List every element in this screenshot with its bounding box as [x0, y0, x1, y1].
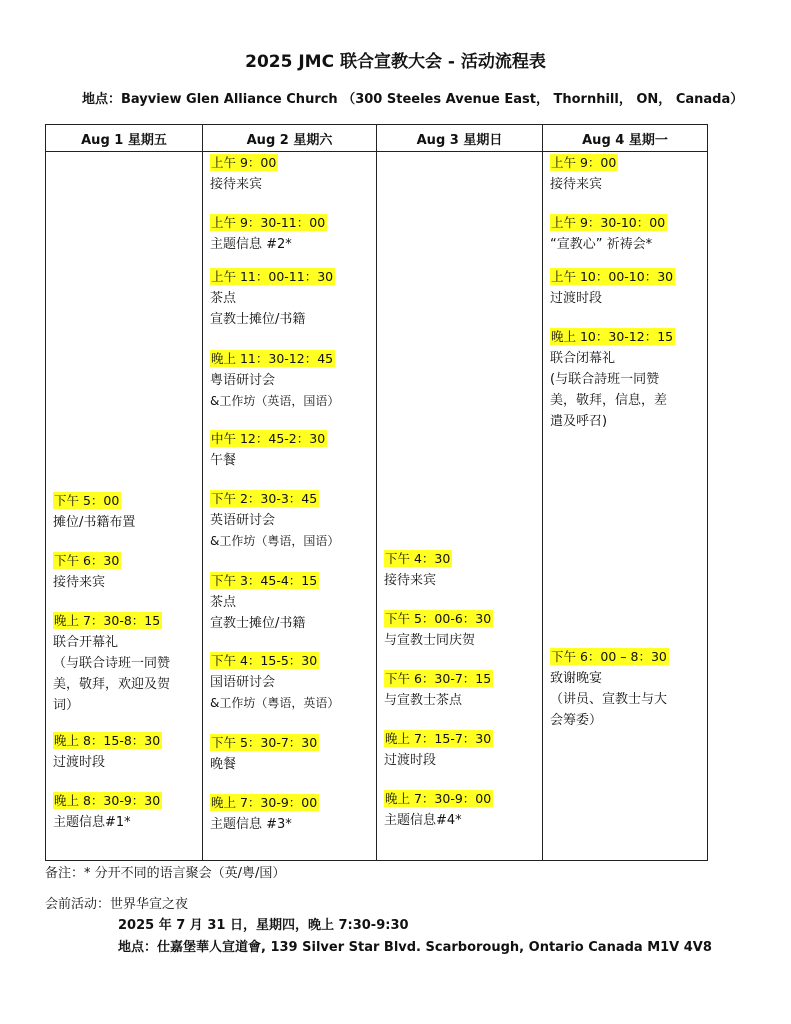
activity-line: 词） [53, 698, 80, 713]
activity-line: 过渡时段 [384, 753, 437, 768]
schedule-table [45, 124, 708, 861]
activity-description [210, 510, 372, 552]
time-highlight: 下午 3：45-4：15 [211, 573, 318, 588]
time-highlight: 下午 6：00 – 8：30 [551, 649, 667, 664]
activity-line: 接待来宾 [210, 177, 263, 192]
schedule-item [384, 788, 538, 831]
activity-description [550, 234, 703, 255]
schedule-item [210, 650, 372, 714]
schedule-item [384, 668, 538, 711]
day-column-aug3 [377, 152, 542, 860]
activity-line: （讲员、宣教士与大 [550, 692, 668, 707]
activity-line: 茶点 [210, 595, 237, 610]
activity-line: 主题信息#4* [384, 813, 462, 828]
schedule-item [210, 348, 372, 412]
activity-description [210, 174, 372, 195]
time-highlight: 下午 5：30-7：30 [211, 735, 318, 750]
activity-description [53, 572, 198, 593]
time-highlight: 晚上 7：30-8：15 [54, 613, 161, 628]
activity-description [384, 750, 538, 771]
activity-line: &工作坊（英语，国语） [210, 394, 340, 408]
day-header-aug1: Aug 1 星期五 [46, 125, 203, 152]
activity-description [53, 752, 198, 773]
activity-line: 与宣教士同庆贺 [384, 633, 476, 648]
footnote: 备注：* 分开不同的语言聚会（英/粤/国） [45, 866, 286, 881]
activity-line: 美，敬拜，欢迎及贺 [53, 677, 171, 692]
pre-event-datetime: 2025 年 7 月 31 日，星期四，晚上 7:30-9:30 [118, 918, 409, 933]
activity-line: 致谢晚宴 [550, 671, 603, 686]
schedule-item [53, 490, 198, 533]
activity-line: （与联合诗班一同赞 [53, 656, 171, 671]
day-header-aug3: Aug 3 星期日 [377, 125, 543, 152]
activity-description [550, 288, 703, 309]
time-highlight: 下午 6：30 [54, 553, 120, 568]
time-highlight: 下午 6：30-7：15 [385, 671, 492, 686]
time-highlight: 晚上 11：30-12：45 [211, 351, 334, 366]
schedule-item [210, 488, 372, 552]
activity-line: 宣教士摊位/书籍 [210, 312, 306, 327]
activity-line: “宣教心” 祈祷会* [550, 237, 653, 252]
day-header-aug4: Aug 4 星期一 [543, 125, 708, 152]
activity-line: 主题信息#1* [53, 815, 131, 830]
day-column-aug1 [46, 152, 202, 860]
day-column-aug4 [543, 152, 707, 860]
activity-line: 接待来宾 [550, 177, 603, 192]
activity-description [384, 630, 538, 651]
schedule-item [210, 266, 372, 330]
schedule-item [550, 646, 703, 731]
schedule-item [53, 550, 198, 593]
time-highlight: 晚上 8：30-9：30 [54, 793, 161, 808]
time-highlight: 下午 5：00 [54, 493, 120, 508]
activity-line: 晚餐 [210, 757, 237, 772]
time-highlight: 下午 4：30 [385, 551, 451, 566]
schedule-item [384, 608, 538, 651]
activity-line: 联合开幕礼 [53, 635, 119, 650]
activity-description [384, 690, 538, 711]
activity-description [210, 450, 372, 471]
time-highlight: 下午 4：15-5：30 [211, 653, 318, 668]
activity-description [550, 174, 703, 195]
time-highlight: 下午 5：00-6：30 [385, 611, 492, 626]
activity-line: 午餐 [210, 453, 237, 468]
time-highlight: 上午 9：00 [551, 155, 617, 170]
activity-line: 宣教士摊位/书籍 [210, 616, 306, 631]
time-highlight: 上午 9：30-11：00 [211, 215, 326, 230]
activity-description [550, 348, 703, 432]
schedule-item [384, 728, 538, 771]
schedule-item [210, 732, 372, 775]
schedule-item [210, 570, 372, 634]
time-highlight: 上午 11：00-11：30 [211, 269, 334, 284]
schedule-item [53, 730, 198, 773]
activity-line: 过渡时段 [550, 291, 603, 306]
time-highlight: 晚上 7：15-7：30 [385, 731, 492, 746]
schedule-item [210, 428, 372, 471]
activity-line: 主题信息 #3* [210, 817, 292, 832]
time-highlight: 下午 2：30-3：45 [211, 491, 318, 506]
activity-description [210, 754, 372, 775]
day-column-aug2 [203, 152, 376, 860]
activity-line: 会筹委） [550, 713, 603, 728]
activity-description [53, 512, 198, 533]
time-highlight: 晚上 8：15-8：30 [54, 733, 161, 748]
time-highlight: 上午 10：00-10：30 [551, 269, 674, 284]
activity-description [210, 370, 372, 412]
schedule-item [550, 212, 703, 255]
schedule-item [550, 326, 703, 432]
schedule-item [53, 610, 198, 716]
schedule-item [210, 212, 372, 255]
activity-line: 美，敬拜，信息，差 [550, 393, 668, 408]
activity-line: &工作坊（粤语，国语） [210, 534, 340, 548]
activity-description [210, 814, 372, 835]
activity-line: 茶点 [210, 291, 237, 306]
time-highlight: 晚上 7：30-9：00 [385, 791, 492, 806]
venue-location: 地点：Bayview Glen Alliance Church （300 Steeles Avenue East， Thornhill， ON， Canada） [82, 92, 744, 107]
activity-description [210, 288, 372, 330]
activity-line: 联合闭幕礼 [550, 351, 616, 366]
day-header-aug2: Aug 2 星期六 [203, 125, 377, 152]
schedule-item [384, 548, 538, 591]
page-title: 2025 JMC 联合宣教大会 - 活动流程表 [245, 52, 546, 72]
schedule-item [210, 792, 372, 835]
pre-event-address: 地点：仕嘉堡華人宣道會, 139 Silver Star Blvd. Scarborough, Ontario Canada M1V 4V8 [118, 940, 712, 955]
time-highlight: 上午 9：30-10：00 [551, 215, 666, 230]
pre-event-label: 会前活动：世界华宣之夜 [45, 897, 189, 912]
schedule-item [550, 152, 703, 195]
schedule-item [53, 790, 198, 833]
activity-description [210, 592, 372, 634]
time-highlight: 上午 9：00 [211, 155, 277, 170]
activity-description [53, 632, 198, 716]
activity-line: 国语研讨会 [210, 675, 276, 690]
activity-description [384, 570, 538, 591]
schedule-item [210, 152, 372, 195]
activity-description [53, 812, 198, 833]
schedule-item [550, 266, 703, 309]
activity-description [210, 234, 372, 255]
activity-line: 摊位/书籍布置 [53, 515, 136, 530]
activity-description [550, 668, 703, 731]
time-highlight: 晚上 10：30-12：15 [551, 329, 674, 344]
activity-description [210, 672, 372, 714]
activity-line: 遣及呼召) [550, 414, 608, 429]
activity-line: 接待来宾 [53, 575, 106, 590]
time-highlight: 中午 12：45-2：30 [211, 431, 326, 446]
activity-line: 与宣教士茶点 [384, 693, 463, 708]
activity-description [384, 810, 538, 831]
activity-line: 英语研讨会 [210, 513, 276, 528]
time-highlight: 晚上 7：30-9：00 [211, 795, 318, 810]
activity-line: 接待来宾 [384, 573, 437, 588]
activity-line: 过渡时段 [53, 755, 106, 770]
activity-line: 粤语研讨会 [210, 373, 276, 388]
activity-line: &工作坊（粤语，英语） [210, 696, 340, 710]
activity-line: (与联合詩班一同赞 [550, 372, 660, 387]
activity-line: 主题信息 #2* [210, 237, 292, 252]
